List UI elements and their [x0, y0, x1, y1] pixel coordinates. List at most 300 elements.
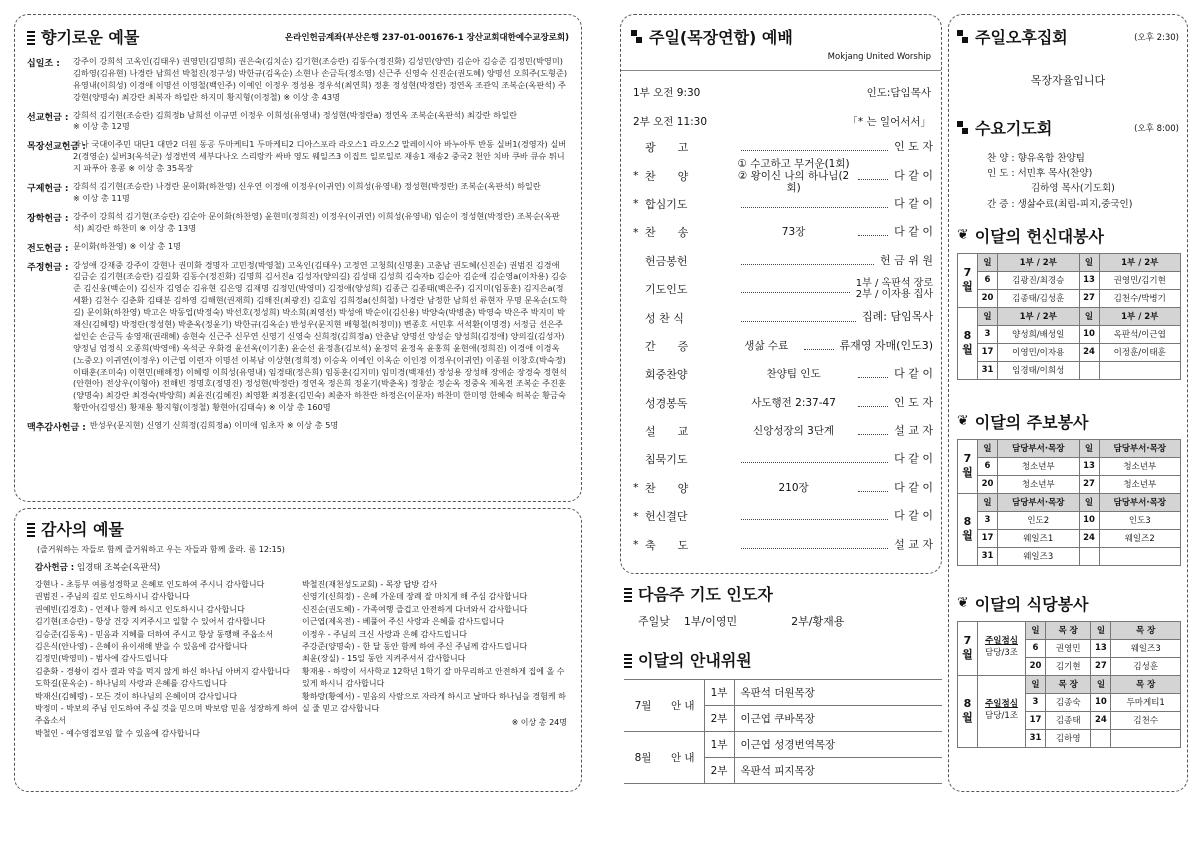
worship-subtitle: Mokjang United Worship	[827, 52, 931, 62]
thanks-item: 신진순(권도혜) - 가족여행 즐겁고 안전하게 다녀와서 감사합니다	[302, 604, 528, 614]
roster-assignee: 이영민/이자용	[998, 343, 1080, 361]
roster-day: 13	[1079, 457, 1099, 475]
roster-assignee: 웨일즈2	[1099, 529, 1181, 547]
usher-part: 1부	[704, 732, 734, 758]
worship-item-name: 성경봉독	[645, 396, 688, 410]
thanks-item: 김기현(조승란) - 항상 건강 지켜주시고 일할 수 있어서 감사합니다	[35, 617, 266, 627]
roster-assignee: 권영민/김기현	[1099, 271, 1181, 289]
roster-assignee: 김기현	[1046, 657, 1091, 675]
offering-row	[27, 110, 569, 134]
roster-head-row	[958, 493, 1181, 511]
thanks-item: 김춘화 - 경솽이 검사 결과 약을 먹지 않게 하신 하나님 아버지 감사합니다	[35, 666, 290, 676]
worship-item-leader: 다 같 이	[894, 480, 933, 494]
roster-assignee: 김하영	[1046, 729, 1091, 747]
roster-row	[958, 325, 1181, 343]
standing-mark: *	[633, 197, 639, 211]
roster-day	[1079, 547, 1099, 565]
roster-label	[978, 621, 1026, 675]
roster-day: 20	[1026, 657, 1046, 675]
roster-label-main: 주일점심	[985, 699, 1018, 710]
offering-label: 전도헌금 :	[27, 243, 69, 254]
thanks-title: 감사의 예물	[41, 520, 124, 539]
roster-head-cell: 1부 / 2부	[998, 307, 1080, 325]
roster-row	[958, 343, 1181, 361]
worship-item-name: 설 교	[645, 425, 689, 439]
usher-part: 1부	[704, 680, 734, 706]
roster-assignee: 웨일즈1	[998, 529, 1080, 547]
thanks-item: 박재신(김혜령) - 모든 것이 하나님의 은혜이며 감사입니다	[35, 691, 238, 701]
roster-assignee: 김천수	[1111, 711, 1181, 729]
thanks-panel	[14, 508, 582, 792]
bar-icon	[624, 652, 632, 668]
leader-dots	[858, 228, 888, 236]
roster-row	[958, 271, 1181, 289]
worship-item-name: 찬 양	[645, 169, 689, 183]
roster-day: 6	[978, 457, 998, 475]
usher-part: 2부	[704, 758, 734, 784]
roster-assignee: 두마게티1	[1111, 693, 1181, 711]
worship-header	[631, 25, 931, 48]
offering-row	[27, 241, 569, 254]
roster-head-cell: 1부 / 2부	[1099, 253, 1181, 271]
offering-row	[27, 420, 569, 433]
roster-assignee: 권영민	[1046, 639, 1091, 657]
roster-label	[978, 675, 1026, 747]
roster-day: 17	[978, 529, 998, 547]
dedication-header	[957, 224, 1179, 247]
roster-month: 8 월	[958, 675, 978, 747]
offering-names	[73, 241, 181, 254]
dining-table	[957, 621, 1181, 748]
worship-item-leader: 류재영 자매(인도3)	[839, 338, 933, 352]
worship-item-name: 찬 송	[645, 226, 689, 240]
roster-day: 27	[1079, 289, 1099, 307]
roster-day: 10	[1091, 693, 1111, 711]
worship-item-leader: 다 같 이	[894, 168, 933, 182]
bar-icon	[27, 521, 35, 537]
roster-assignee: 김광진/최경승	[998, 271, 1080, 289]
worship-item	[621, 360, 941, 388]
afternoon-time: (오후 2:30)	[1134, 32, 1179, 43]
wednesday-time: (오후 8:00)	[1134, 123, 1179, 134]
worship-item-detail: 사도행전 2:37-47	[751, 396, 836, 409]
worship-item	[621, 190, 941, 218]
offering-total: ※ 이상 총 1명	[129, 240, 181, 251]
heart-icon: ❦	[957, 413, 969, 430]
leader-dots	[858, 399, 888, 407]
roster-day	[1079, 361, 1099, 379]
roster-day: 17	[978, 343, 998, 361]
roster-day: 6	[1026, 639, 1046, 657]
roster-label-sub: 담당/3조	[985, 648, 1018, 659]
ushers-section	[624, 648, 942, 784]
offering-names-text: 문이화(하찬영)	[73, 240, 127, 251]
thanks-item: 강현나 - 초등부 여름성경학교 은혜로 인도하여 주시니 감사합니다	[35, 580, 265, 589]
worship-item-name: 축 도	[645, 538, 689, 552]
roster-head-cell: 목 장	[1111, 675, 1181, 693]
standing-mark: *	[633, 225, 639, 239]
roster-head-cell: 담당부서·목장	[998, 439, 1080, 457]
usher-part: 2부	[704, 706, 734, 732]
offering-total: ※ 이상 총 160명	[268, 402, 331, 413]
dining-header	[957, 592, 1179, 615]
next-prayer-day: 주일낮	[638, 615, 670, 628]
leader-dots	[741, 314, 856, 322]
offering-total: ※ 이상 총 43명	[283, 91, 341, 102]
next-prayer-section	[624, 582, 942, 629]
offering-label: 십일조 :	[27, 59, 60, 69]
roster-day: 31	[978, 361, 998, 379]
afternoon-title: 주일오후집회	[975, 28, 1068, 47]
roster-head-cell: 일	[1026, 675, 1046, 693]
leader-dots	[858, 370, 888, 378]
worship-item-detail: 생삶 수료	[744, 339, 789, 352]
worship-item-leader: 1부 / 옥판석 장로 2부 / 이자용 집사	[855, 278, 933, 301]
roster-head-cell: 일	[1079, 493, 1099, 511]
roster-month: 7 월	[958, 621, 978, 675]
roster-row	[958, 547, 1181, 565]
bar-icon	[27, 29, 35, 45]
roster-day: 10	[1079, 325, 1099, 343]
offering-row	[27, 139, 569, 175]
roster-month: 7 월	[958, 439, 978, 493]
roster-head-cell: 일	[1026, 621, 1046, 639]
wednesday-header	[957, 116, 1052, 139]
afternoon-header	[957, 25, 1068, 48]
roster-assignee: 김종태	[1046, 711, 1091, 729]
roster-day: 20	[978, 475, 998, 493]
worship-item-detail: 210장	[778, 481, 809, 494]
roster-month: 8 월	[958, 493, 978, 565]
worship-item	[621, 218, 941, 246]
offering-row	[27, 211, 569, 235]
offering-label: 주정헌금 :	[27, 262, 69, 273]
thanks-item: 황하랑(황예서) - 믿음의 사람으로 자라게 하시고 날마다 하나님을 경험케 하실 줄 믿고 감사합니다	[302, 691, 566, 713]
thanks-item: 이정우 - 주님의 크신 사랑과 은혜 감사드립니다	[302, 629, 467, 639]
worship-panel	[620, 14, 942, 574]
thanks-total: ※ 이상 총 24명	[511, 718, 567, 728]
thanks-header	[27, 517, 569, 540]
offering-names-text: 반성우(문지현) 신영기 신희정(김희정a) 이미애 임초자	[89, 420, 285, 431]
roster-assignee: 김종숙	[1046, 693, 1091, 711]
bulletin-title: 이달의 주보봉사	[974, 412, 1089, 432]
roster-day: 31	[1026, 729, 1046, 747]
roster-day: 17	[1026, 711, 1046, 729]
next-prayer-title: 다음주 기도 인도자	[638, 585, 773, 604]
worship-item-leader: 집례: 담임목사	[862, 310, 933, 324]
roster-assignee: 김종태/김성훈	[998, 289, 1080, 307]
roster-day: 27	[1091, 657, 1111, 675]
roster-month: 8 월	[958, 307, 978, 379]
roster-row	[958, 475, 1181, 493]
thanks-item: 김정민(박영미) - 범사에 감사드립니다	[35, 654, 168, 664]
dining-title: 이달의 식당봉사	[974, 594, 1089, 614]
wednesday-title: 수요기도회	[975, 119, 1053, 138]
roster-assignee	[1099, 361, 1181, 379]
worship-item	[621, 530, 941, 558]
worship-item	[621, 332, 941, 360]
roster-row	[958, 511, 1181, 529]
afternoon-text: 목장자율입니다	[1030, 74, 1106, 87]
standing-mark: *	[633, 481, 639, 495]
worship-item-detail: ① 수고하고 무거운(1회) ② 왕이신 나의 하나님(2회)	[737, 157, 850, 194]
roster-day: 13	[1079, 271, 1099, 289]
account-info: 온라인헌금계좌(부산은행 237-01-001676-1 장산교회대한예수교장로회)	[284, 32, 569, 43]
roster-head-cell: 1부 / 2부	[1099, 307, 1181, 325]
leader-dots	[741, 285, 850, 293]
worship-item-name: 회중찬양	[645, 368, 688, 382]
worship-item-name: 기도인도	[645, 283, 688, 297]
roster-head-cell: 목 장	[1046, 621, 1091, 639]
roster-assignee: 임경태/이희성	[998, 361, 1080, 379]
thanks-right-column	[302, 579, 567, 740]
offering-names-text: 강주이 강희석 김기현(조승란) 김순아 문이화(하찬영) 윤현미(정희진) 이정우(이귀연) 이희성(유영내) 임순이 정성현(박정란) 조복순(옥판석) 최강란 하찬미	[73, 210, 560, 233]
offering-total: ※ 이상 총 5명	[286, 420, 339, 431]
service-time-1: 1부 오전 9:30	[633, 87, 701, 99]
roster-assignee: 청소년부	[998, 475, 1080, 493]
roster-day	[1091, 729, 1111, 747]
roster-head-cell: 일	[978, 253, 998, 271]
roster-head-cell: 담당부서·목장	[998, 493, 1080, 511]
thanks-item: 박정미 - 박보의 주님 인도하여 주실 것을 믿으며 박보람 믿음 성장하게 하여 주옵소서	[35, 703, 298, 726]
donation-names: 임경태 조복순(옥판석)	[76, 563, 161, 573]
roster-assignee: 김천수/박병기	[1099, 289, 1181, 307]
worship-item	[621, 389, 941, 417]
next-prayer-p1: 1부/이영민	[683, 615, 738, 628]
offering-names-text: 강성애 강재중 강주이 강현나 권미화 경명자 고민정(박영철) 고옥인(김태우) 고정연 고청희(신명훈) 고춘남 권도혜(신진순) 권범진 김경애 김금순 김기현(조승란) 김길화 김동수(정진화) 김명희 김서진a 김성자(양의길) 김성태 김성희 김숙자b 김순아 김순애 김순영a(이차용) 김승준 김신웅(백순이) 김신자 김영순 김유현 김은영 김재명 김정민(박영미) 김정애(양성희) 김종근 김종태(백은주) 김지미(임동훈) 김지은a(정세환) 김천수 김춘화 김태분 김하영 김해현(권재희) 김해진(최광진) 김효임 김희정a(신희철) 나경란 남정한 남희선 류현자 무명 문옥순(도학길) 문이화(하찬영) 박고은 박동업(박정숙) 박선호(정성희) 박소희(최영선) 박성애 박순이(김신용) 박양숙(박병춘) 박영숙 박은주 박지미 박재신(김혜령) 박정란(정성현) 박춘옥(정윤기) 박한규(김옥순) 반성우(문지현 배형철(허정미)) 변종호 서민후 서석환(이명경) 서정금 선은주 설인순 손금득 송영재(권래혜) 송현숙 신근주 신무연 신영기 신영숙 신희정(김희정a) 안춘남 양명선 양성순 양성희(김정애) 양의길(김성자) 양정님 엄정식 오종희(박영애) 옥석군 우화경 윤선옥(이기훈) 윤순선 윤정흠(김보석) 윤정덕 윤정옥 윤홍희 윤현애(정희진) 이경애 이경옥(노중오) 이귀연(이정우) 이근엽 이련자 이명선 이복남 이상현(정희정) 이승옥 이예인 이옥순 이인경 이정우(이귀연) 이종원 이창호(박숙정) 이태훈(조미숙) 이현민(배해정) 이혜령 이희성(유영내) 임경태(정은희) 임동훈(김지미) 임미경(백재선) 장성용 장성해 장애순 장경숙 정현석(안현아) 전상우(이형아) 전해빈 정명호(정명진) 정성현(박정란) 정연옥 정은희 정윤기(박춘옥) 정창순 정순옥 정중옥 제옥전 조복순 주진훈(양명숙) 최강란 최경숙(박양희) 최윤진(김혜진) 최영환 최정훈(김민숙) 최춘자 하찬란 하정은(이문자) 하찬미 한미영 한혜숙 허복순 황금숙 황만아(김영신) 황재용 황지형(이정철) 황현아(김태숙)	[73, 259, 568, 413]
roster-month: 7 월	[958, 253, 978, 307]
offering-total: ※ 이상 총 35목장	[128, 163, 193, 174]
roster-head-cell: 1부 / 2부	[998, 253, 1080, 271]
heart-icon: ❦	[957, 227, 969, 244]
worship-item	[621, 417, 941, 445]
roster-day: 10	[1079, 511, 1099, 529]
thanks-item: 황재용 - 하랑이 서사학교 12학년 1학기 잘 마무리하고 안전하게 집에 올 수 있게 하시니 감사합니다	[302, 666, 565, 689]
dedication-title: 이달의 헌신대봉사	[974, 226, 1104, 246]
leader-dots	[858, 172, 888, 180]
leader-dots	[858, 484, 888, 492]
worship-item-name: 찬 양	[645, 481, 689, 495]
wednesday-leader-2: 김하영 목사(기도회)	[1031, 183, 1115, 195]
thanks-item: 박철진(재천성도교회) - 목장 답방 감사	[302, 580, 438, 589]
roster-assignee: 인도3	[1099, 511, 1181, 529]
donation-label: 감사헌금 :	[35, 563, 75, 573]
roster-row	[958, 529, 1181, 547]
worship-item-leader: 인 도 자	[894, 140, 933, 154]
leader-dots	[741, 200, 888, 208]
offering-header	[27, 25, 139, 48]
roster-assignee: 청소년부	[998, 457, 1080, 475]
worship-item-leader: 다 같 이	[894, 225, 933, 239]
offering-total: ※ 이상 총 13명	[139, 222, 197, 233]
usher-name: 이근엽 쿠바목장	[734, 706, 942, 732]
roster-day: 3	[1026, 693, 1046, 711]
worship-item-leader: 설 교 자	[894, 424, 933, 438]
quote-icon	[957, 30, 969, 44]
leader-dots	[741, 541, 888, 549]
usher-row	[624, 680, 942, 706]
leader-dots	[804, 342, 834, 350]
roster-day: 24	[1079, 343, 1099, 361]
offering-names-text: 강희석 김기현(조승란) 나경란 문이화(하찬영) 신우연 이경애 이정우(이귀연) 이희성(유영내) 정성현(박정란) 조복순(옥판석) 하일란	[73, 181, 541, 192]
usher-name: 이근엽 성경번역목장	[734, 732, 942, 758]
worship-item-name: 간 증	[645, 339, 689, 353]
thanks-item: 최윤(장실) - 15일 동안 지켜주셔서 감사합니다	[302, 654, 466, 664]
thanks-item: 주강준(양명숙) - 한 달 동안 함께 하여 주신 주님께 감사드립니다	[302, 641, 528, 651]
worship-item	[621, 275, 941, 303]
thanks-donation	[35, 561, 569, 573]
roster-day: 13	[1091, 639, 1111, 657]
roster-assignee: 청소년부	[1099, 475, 1181, 493]
wednesday-testimony: 간 증 : 생삶수료(최림-피지,중국인)	[987, 198, 1133, 210]
bulletin-table	[957, 439, 1181, 566]
roster-day: 6	[978, 271, 998, 289]
offering-label: 맥추감사헌금 :	[27, 423, 86, 434]
roster-day: 24	[1079, 529, 1099, 547]
roster-assignee: 웨일즈3	[1111, 639, 1181, 657]
offering-names	[73, 110, 569, 134]
worship-item-name: 침묵기도	[645, 453, 688, 467]
roster-head-row	[958, 253, 1181, 271]
thanks-item: 박철인 - 예수영접모임 할 수 있음에 감사합니다	[35, 728, 200, 738]
roster-head-row	[958, 621, 1181, 639]
quote-icon	[957, 121, 969, 135]
worship-item-leader: 설 교 자	[894, 537, 933, 551]
thanks-left-column	[27, 579, 302, 740]
roster-head-cell: 일	[978, 439, 998, 457]
offering-list	[27, 56, 569, 433]
thanks-columns	[27, 579, 569, 740]
next-prayer-p2: 2부/황재용	[791, 615, 845, 628]
leader-dots	[741, 257, 874, 265]
next-prayer-header	[624, 582, 942, 605]
roster-label-sub: 담당/1조	[985, 711, 1018, 722]
offering-total: ※ 이상 총 11명	[73, 192, 130, 203]
roster-assignee: 청소년부	[1099, 457, 1181, 475]
offering-names-text: 강주이 강희석 고옥인(김태우) 권영민(김명희) 권은숙(김치순) 김기현(조승란) 김동수(정진화) 김성민(양연) 김순아 김승준 김정민(박영미) 김하영(김유현) 나경란 남희선 박철진(정구성) 박한규(김옥순) 소현나 손금득(정소영) 신근주 신영숙 신진순(권도혜) 양명선 오희주(도형준) 유영내(이희성) 이경애 이명선 이영철(백인주) 이예인 이정우 정성용 정우석(최연희) 정훈 정성현(박정란) 정연옥 조관익 조복순(옥판석) 주강현(양명숙) 최강란 최복자 하일란 하지미 황지형(이정철)	[73, 56, 568, 102]
standing-mark: *	[633, 538, 639, 552]
worship-item-name: 성 찬 식	[645, 311, 684, 325]
offering-panel	[14, 14, 582, 502]
thanks-item: 김은식(안나영) - 은혜이 유이새해 받을 수 있음에 감사합니다	[35, 641, 248, 651]
worship-item-leader: 헌 금 위 원	[880, 253, 933, 267]
roster-head-cell: 일	[1091, 621, 1111, 639]
leader-dots	[741, 455, 888, 463]
roster-assignee: 양성희/배성일	[998, 325, 1080, 343]
bar-icon	[624, 586, 632, 602]
offering-names	[73, 181, 569, 205]
dedication-table	[957, 253, 1181, 380]
thanks-item: 도학길(문옥순) - 하나님의 사랑과 은혜를 감사드립니다	[35, 679, 227, 689]
roster-head-cell: 일	[1079, 307, 1099, 325]
offering-names	[73, 139, 569, 175]
leader-dots	[741, 143, 888, 151]
offering-row	[27, 56, 569, 104]
offering-names	[90, 420, 338, 433]
worship-item-name: 헌금봉헌	[645, 254, 688, 268]
worship-item-detail: 신앙성장의 3단계	[753, 425, 835, 438]
usher-name: 옥판석 더원목장	[734, 680, 942, 706]
roster-assignee	[1099, 547, 1181, 565]
roster-assignee	[1111, 729, 1181, 747]
roster-row	[958, 457, 1181, 475]
roster-row	[958, 289, 1181, 307]
worship-item	[621, 502, 941, 530]
roster-day: 24	[1091, 711, 1111, 729]
roster-head-cell: 일	[978, 307, 998, 325]
worship-item-name: 합심기도	[645, 197, 688, 211]
roster-label-main: 주일점심	[985, 636, 1018, 647]
roster-day: 3	[978, 511, 998, 529]
offering-names	[73, 260, 569, 415]
usher-name: 옥판석 피지목장	[734, 758, 942, 784]
roster-head-cell: 담당부서·목장	[1099, 493, 1181, 511]
worship-item	[621, 303, 941, 331]
roster-head-cell: 일	[1079, 253, 1099, 271]
usher-row	[624, 732, 942, 758]
offering-names-text: 강희석 김기현(조승란) 김희정b 남희선 이규면 이정우 이희성(유영내) 정성현(박정란a) 정연옥 조복순(옥판석) 최강란 하일란	[73, 109, 518, 120]
thanks-item: 신영기(신희정) - 은혜 가운데 장례 잘 마치게 해 주심 감사합니다	[302, 592, 528, 602]
worship-item	[621, 157, 941, 194]
bulletin-header	[957, 410, 1179, 433]
wednesday-praise: 찬 양 : 향유옥합 찬양팀	[987, 153, 1085, 164]
standing-mark: *	[633, 509, 639, 523]
roster-head-row	[958, 307, 1181, 325]
offering-label: 목장선교헌금 :	[27, 142, 86, 153]
roster-head-row	[958, 675, 1181, 693]
worship-item-leader: 다 같 이	[894, 509, 933, 523]
worship-order	[621, 133, 941, 559]
roster-row	[958, 361, 1181, 379]
roster-day: 27	[1079, 475, 1099, 493]
wednesday-leader: 인 도 : 서민후 목사(찬양)	[987, 168, 1093, 180]
offering-names	[73, 56, 569, 104]
roster-day: 3	[978, 325, 998, 343]
ushers-title: 이달의 안내위원	[638, 651, 752, 670]
roster-head-row	[958, 439, 1181, 457]
worship-title: 주일(목장연합) 예배	[649, 28, 793, 47]
thanks-item: 권범진 - 주님의 길로 인도하시니 감사합니다	[35, 592, 190, 602]
roster-day: 31	[978, 547, 998, 565]
worship-item-detail: 73장	[781, 226, 806, 239]
offering-label: 구제헌금 :	[27, 184, 69, 195]
roster-assignee: 인도2	[998, 511, 1080, 529]
offering-label: 선교헌금 :	[27, 112, 69, 123]
roster-head-cell: 담당부서·목장	[1099, 439, 1181, 457]
worship-item-leader: 다 같 이	[894, 367, 933, 381]
roster-assignee: 김성훈	[1111, 657, 1181, 675]
offering-label: 장학헌금 :	[27, 213, 69, 224]
thanks-verse: (즐거워하는 자들로 함께 즐거워하고 우는 자들과 함께 울라. 롬 12:15)	[37, 545, 285, 554]
offering-names-text: 가나 국대이주민 대단1 대만2 더원 동공 두마케티1 두마케티2 디아스포라 라오스1 라오스2 말레이시아 바누아투 반동 실버1(경영자) 실버2(경영순) 실버3(옥석군) 성경번역 세부다나오 스리랑카 싸바 영도 웨일즈3 이집트 일로일로 재송1 재송2 중국2 천안 치바 쿠바 큐슈 튀니지 파푸아 홍콩	[73, 139, 567, 174]
worship-item-leader: 다 같 이	[894, 452, 933, 466]
offering-row	[27, 181, 569, 205]
offering-row	[27, 260, 569, 415]
roster-head-cell: 일	[1079, 439, 1099, 457]
roster-head-cell: 일	[1091, 675, 1111, 693]
side-panel	[948, 14, 1188, 792]
ushers-table	[624, 679, 942, 784]
roster-assignee: 이정훈/이태훈	[1099, 343, 1181, 361]
standing-mark: *	[633, 169, 639, 183]
usher-role: 안 내	[662, 732, 704, 784]
offering-names	[73, 211, 569, 235]
standing-note: 「* 는 일어서서」	[847, 116, 931, 128]
usher-role: 안 내	[662, 680, 704, 732]
worship-item	[621, 474, 941, 502]
ushers-header	[624, 648, 942, 671]
offering-total: ※ 이상 총 12명	[73, 121, 130, 132]
